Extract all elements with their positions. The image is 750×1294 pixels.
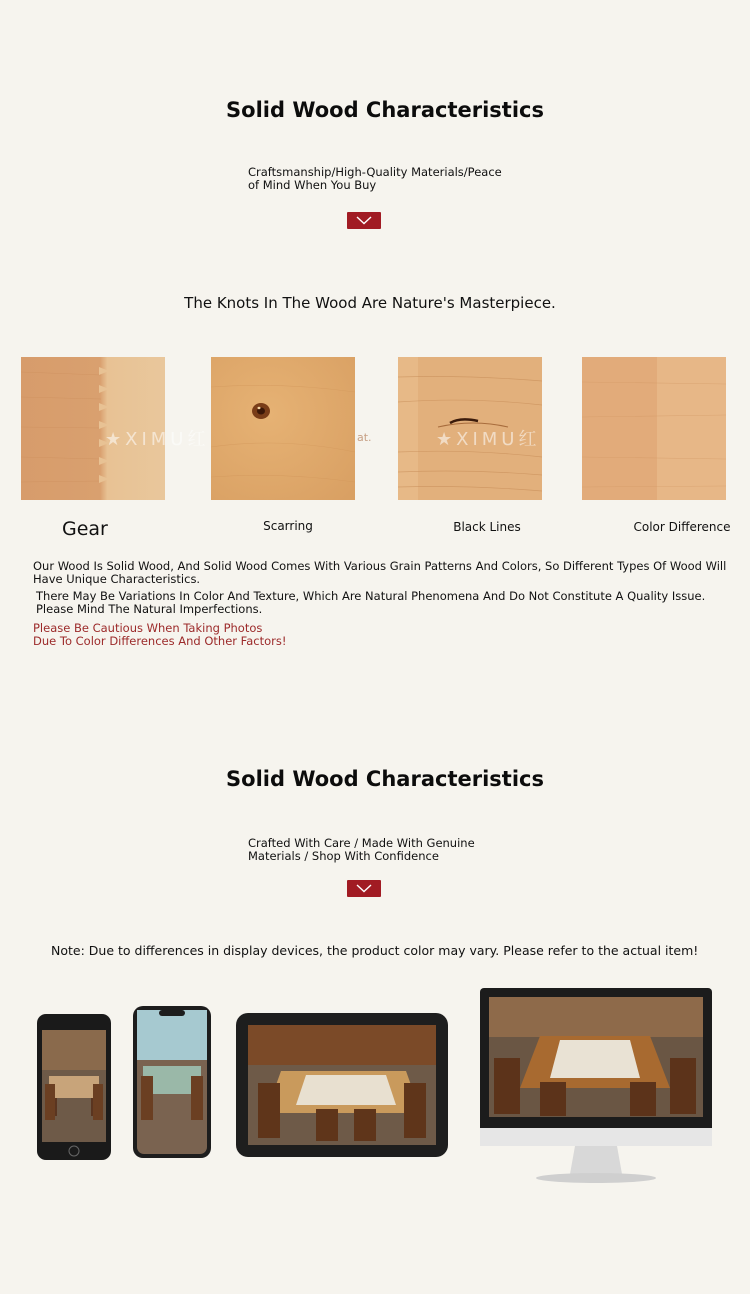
swatch-label: Black Lines [453, 520, 521, 534]
scroll-down-button[interactable] [347, 212, 381, 229]
watermark-text: ★XIMU红 [436, 429, 541, 450]
section-subtitle [248, 166, 548, 192]
wood-swatch-color-difference [582, 357, 726, 500]
section-subtitle [248, 837, 548, 863]
knots-tagline: The Knots In The Wood Are Nature's Masterpiece. [184, 294, 556, 312]
section-title: Solid Wood Characteristics [226, 767, 544, 791]
display-note: Note: Due to differences in display devices, the product color may vary. Please refer to the actual item! [51, 943, 699, 958]
monitor-device [480, 988, 714, 1184]
description-line: Have Unique Characteristics. [33, 572, 201, 586]
wood-description [33, 560, 733, 648]
swatch-label: Gear [62, 518, 108, 540]
subtitle-line: Materials / Shop With Confidence [248, 849, 439, 863]
monitor-icon [480, 988, 714, 1184]
wood-swatch-scarring [211, 357, 355, 500]
phone-device [37, 1014, 111, 1160]
phone-icon [133, 1006, 211, 1158]
subtitle-line: Craftsmanship/High-Quality Materials/Peace [248, 165, 502, 179]
swatch-label: Scarring [263, 519, 313, 533]
warning-line: Please Be Cautious When Taking Photos [33, 621, 263, 635]
watermark-fragment: at. [357, 431, 372, 444]
tablet-device [236, 1013, 448, 1157]
chevron-down-icon [356, 884, 372, 893]
tablet-icon [236, 1013, 448, 1157]
subtitle-line: Crafted With Care / Made With Genuine [248, 836, 475, 850]
swatch-label: Color Difference [633, 520, 731, 534]
phone-icon [37, 1014, 111, 1160]
subtitle-line: of Mind When You Buy [248, 178, 377, 192]
description-line: Please Mind The Natural Imperfections. [36, 602, 263, 616]
phone-device [133, 1006, 211, 1158]
section-title: Solid Wood Characteristics [226, 98, 544, 122]
warning-line: Due To Color Differences And Other Factors! [33, 634, 287, 648]
watermark-text: ★XIMU红 [105, 429, 210, 450]
description-line: There May Be Variations In Color And Texture, Which Are Natural Phenomena And Do Not Constitute A Quality Issue. [36, 589, 706, 603]
description-line: Our Wood Is Solid Wood, And Solid Wood Comes With Various Grain Patterns And Colors, So Different Types Of Wood Will [33, 559, 727, 573]
chevron-down-icon [356, 216, 372, 225]
scroll-down-button[interactable] [347, 880, 381, 897]
